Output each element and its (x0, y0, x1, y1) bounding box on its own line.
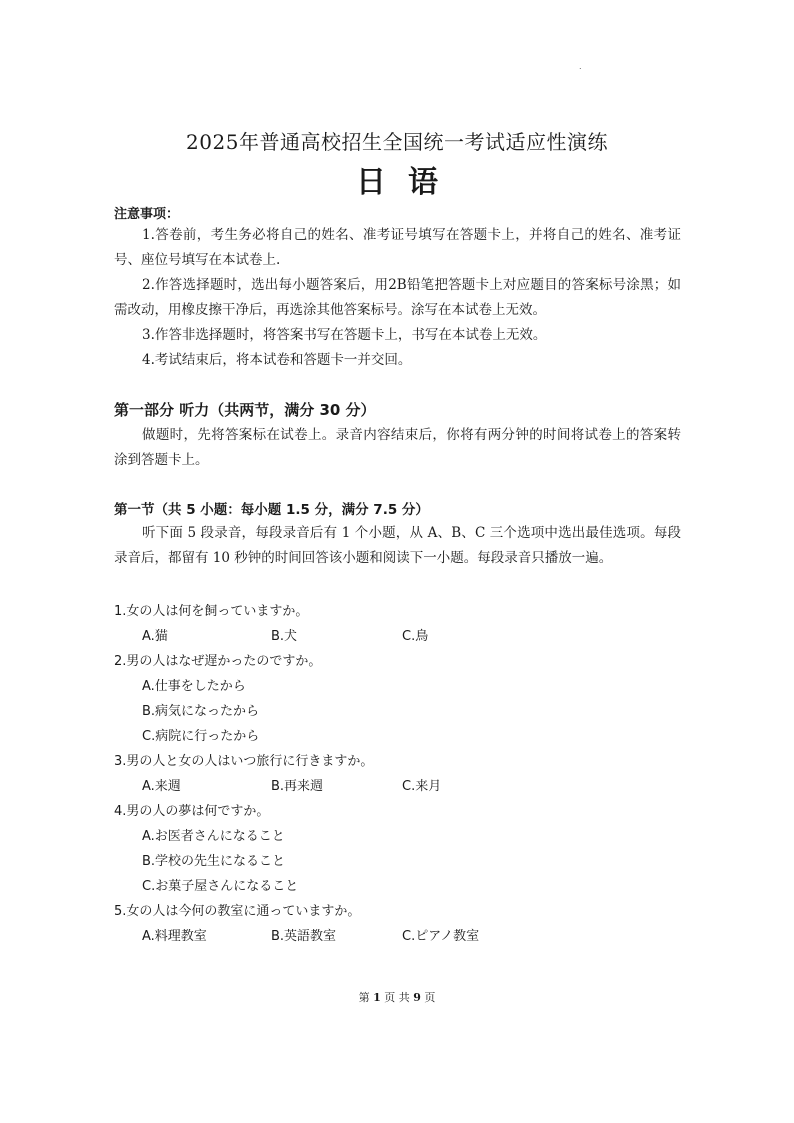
option-c: C.病院に行ったから (142, 729, 260, 744)
page-number: 1 (373, 991, 381, 1004)
part1-heading: 第一部分 听力（共两节，满分 30 分） (114, 401, 376, 419)
option-a: A.お医者さんになること (142, 829, 285, 844)
subject-title: 日语 (356, 165, 460, 200)
footer-label: 第 (358, 991, 370, 1004)
corner-mark: . (579, 62, 582, 71)
page-footer (0, 989, 794, 1005)
footer-label: 页 共 (384, 991, 410, 1004)
option-a: A.来週 (142, 779, 181, 794)
question-stem: 5.女の人は今何の教室に通っていますか。 (114, 904, 361, 919)
option-b: B.犬 (271, 629, 298, 644)
notice-item: 3.作答非选择题时，将答案书写在答题卡上，书写在本试卷上无效。 (142, 327, 547, 343)
total-pages: 9 (413, 991, 421, 1004)
option-b: B.学校の先生になること (142, 854, 286, 869)
question-stem: 2.男の人はなぜ遅かったのですか。 (114, 654, 322, 669)
option-c: C.ピアノ教室 (402, 929, 480, 944)
notice-item: 4.考试结束后，将本试卷和答题卡一并交回。 (142, 352, 412, 368)
question-stem: 3.男の人と女の人はいつ旅行に行きますか。 (114, 754, 374, 769)
question-stem: 1.女の人は何を飼っていますか。 (114, 604, 309, 619)
exam-title: 2025年普通高校招生全国统一考试适应性演练 (186, 130, 608, 154)
option-a: A.仕事をしたから (142, 679, 246, 694)
option-c: C.来月 (402, 779, 442, 794)
option-b: B.英語教室 (271, 929, 337, 944)
notice-item: 1.答卷前，考生务必将自己的姓名、准考证号填写在答题卡上，并将自己的姓名、准考证号、座位号填写在本试卷上. (114, 227, 681, 268)
section1-heading: 第一节（共 5 小题：每小题 1.5 分，满分 7.5 分） (114, 502, 429, 518)
option-a: A.料理教室 (142, 929, 207, 944)
option-b: B.病気になったから (142, 704, 260, 719)
notice-heading: 注意事项： (114, 207, 180, 222)
option-b: B.再来週 (271, 779, 324, 794)
section1-instruction: 听下面 5 段录音，每段录音后有 1 个小题，从 A、B、C 三个选项中选出最佳选项。每段录音后，都留有 10 秒钟的时间回答该小题和阅读下一小题。每段录音只播放一遍。 (114, 525, 681, 566)
footer-label: 页 (424, 991, 436, 1004)
option-a: A.猫 (142, 629, 168, 644)
question-stem: 4.男の人の夢は何ですか。 (114, 804, 270, 819)
option-c: C.鳥 (402, 629, 429, 644)
part1-instruction: 做题时，先将答案标在试卷上。录音内容结束后，你将有两分钟的时间将试卷上的答案转涂到答题卡上。 (114, 427, 681, 468)
notice-item: 2.作答选择题时，选出每小题答案后，用2B铅笔把答题卡上对应题目的答案标号涂黑；如需改动，用橡皮擦干净后，再选涂其他答案标号。涂写在本试卷上无效。 (114, 277, 681, 318)
option-c: C.お菓子屋さんになること (142, 879, 299, 894)
